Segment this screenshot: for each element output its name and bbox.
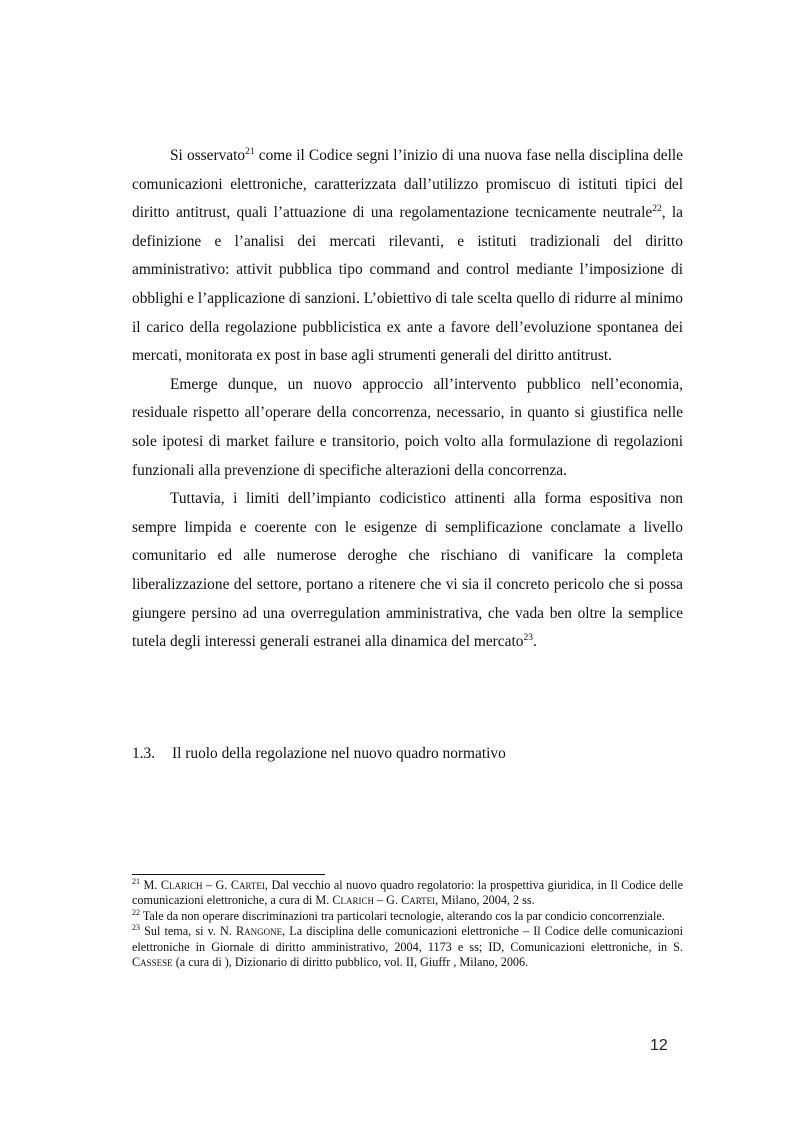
footnote-22: $^{22}$ Tale da non operare discriminazioni tra particolari tecnologie, alterando cos la par condicio concorrenziale. xyxy=(132,907,665,923)
section-heading xyxy=(132,745,506,763)
footnote-separator xyxy=(132,874,325,875)
paragraph-3: Tuttavia, i limiti dell’impianto codicistico attinenti alla forma espositiva non sempre limpida e coerente con le esigenze di semplificazione conclamate a livello comunitario ed alle numerose deroghe che rischiano di vanificare la completa liberalizzazione del settore, portano a ritenere che vi sia il concreto pericolo che si possa giungere persino ad una overregulation amministrativa, che vada ben oltre la semplice tutela degli interessi generali estranei alla dinamica del mercato$^{23}$. xyxy=(132,490,683,651)
paragraph-2: Emerge dunque, un nuovo approccio all’intervento pubblico nell’economia, residuale rispetto all’operare della concorrenza, necessario, in quanto si giustifica nelle sole ipotesi di market failure e transitorio, poich volto alla formulazione di regolazioni funzionali alla prevenzione di specifiche alterazioni della concorrenza. xyxy=(132,375,683,479)
footnote-21: $^{21}$ M. Clarich – G. Cartei, Dal vecchio al nuovo quadro regolatorio: la prospettiva giuridica, in Il Codice delle comunicazioni elettroniche, a cura di M. Clarich – G. Cartei, Milano, 2004, 2 ss. xyxy=(132,876,683,908)
footnotes xyxy=(132,878,683,970)
section-number: 1.3. xyxy=(132,745,156,762)
footnote-ref-21[interactable]: 21 xyxy=(245,146,255,157)
footnote-23: $^{23}$ Sul tema, si v. N. Rangone, La disciplina delle comunicazioni elettroniche – Il Codice delle comunicazioni elettroniche in Giornale di diritto amministrativo, 2004, 1173 e ss; ID, Comunicazioni elettroniche, in S. Cassese (a cura di ), Dizionario di diritto pubblico, vol. II, Giuffr , Milano, 2006. xyxy=(132,923,683,970)
footnote-ref-23[interactable]: 23 xyxy=(523,632,533,643)
paragraph-1: Si osservato$^{21}$ come il Codice segni l’inizio di una nuova fase nella disciplina delle comunicazioni elettroniche, caratterizzata dall’utilizzo promiscuo di istituti tipici del diritto antitrust, quali l’attuazione di una regolamentazione tecnicamente neutrale$^{22}$, la definizione e l’analisi dei mercati rilevanti, e istituti tradizionali del diritto amministrativo: attivit pubblica tipo command and control mediante l’imposizione di obblighi e l’applicazione di sanzioni. L’obiettivo di tale scelta quello di ridurre al minimo il carico della regolazione pubblicistica ex ante a favore dell’evoluzione spontanea dei mercati, monitorata ex post in base agli strumenti generali del diritto antitrust. xyxy=(132,146,683,365)
footnote-ref-22[interactable]: 22 xyxy=(652,204,662,215)
section-title: Il ruolo della regolazione nel nuovo quadro normativo xyxy=(172,745,506,762)
page-number: 12 xyxy=(650,1037,668,1054)
body-text xyxy=(132,142,683,657)
